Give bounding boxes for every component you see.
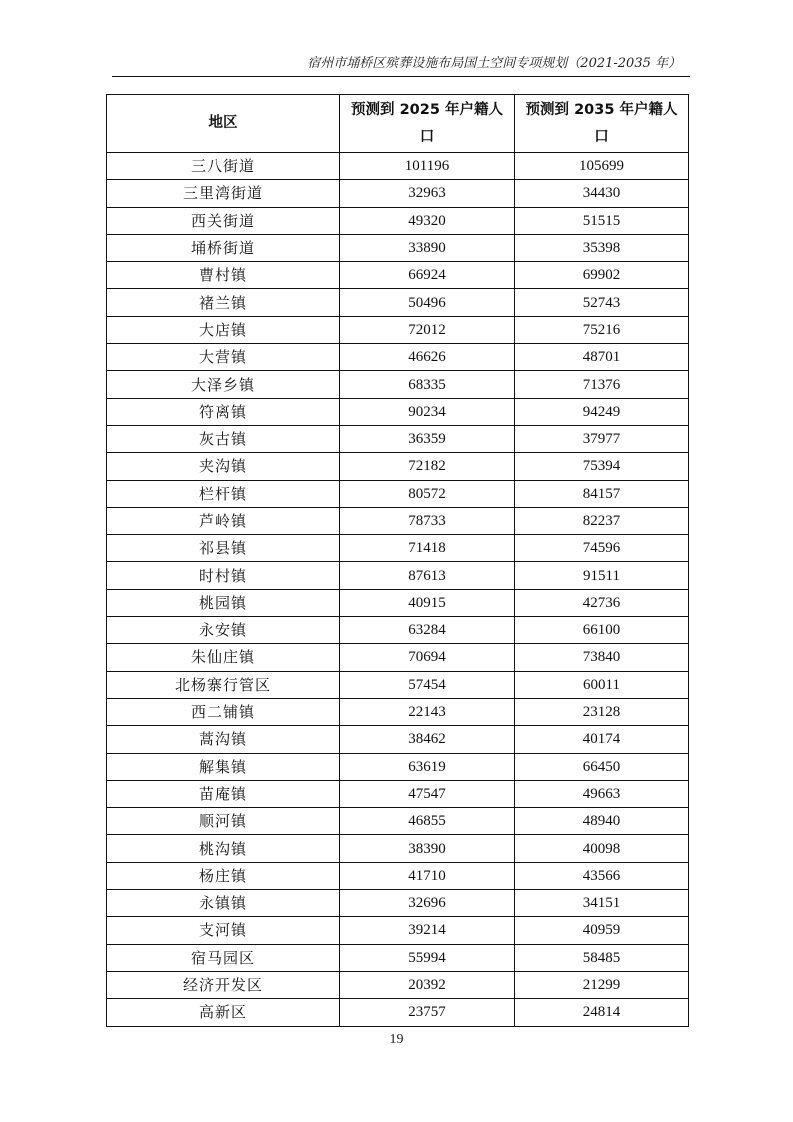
population-2035-cell: 35398 xyxy=(515,234,689,261)
table-row xyxy=(107,780,689,807)
region-cell: 大泽乡镇 xyxy=(107,371,340,398)
population-2035-cell: 69902 xyxy=(515,262,689,289)
population-2025-cell: 39214 xyxy=(340,917,515,944)
population-2025-cell: 78733 xyxy=(340,507,515,534)
population-2035-cell: 34430 xyxy=(515,180,689,207)
population-2035-cell: 52743 xyxy=(515,289,689,316)
population-2025-cell: 23757 xyxy=(340,999,515,1026)
table-row xyxy=(107,617,689,644)
page-number: 19 xyxy=(389,1032,404,1047)
header-rule xyxy=(112,76,690,77)
region-cell: 大营镇 xyxy=(107,344,340,371)
population-2025-cell: 49320 xyxy=(340,207,515,234)
population-2025-cell: 72182 xyxy=(340,453,515,480)
population-2035-cell: 73840 xyxy=(515,644,689,671)
population-2025-cell: 32963 xyxy=(340,180,515,207)
table-row xyxy=(107,316,689,343)
population-2025-cell: 66924 xyxy=(340,262,515,289)
population-2035-cell: 48701 xyxy=(515,344,689,371)
population-2025-cell: 80572 xyxy=(340,480,515,507)
population-table xyxy=(106,94,689,1027)
population-2025-cell: 63619 xyxy=(340,753,515,780)
population-2025-cell: 55994 xyxy=(340,944,515,971)
table-row xyxy=(107,535,689,562)
region-cell: 顺河镇 xyxy=(107,808,340,835)
table-row xyxy=(107,589,689,616)
header-region: 地区 xyxy=(107,95,340,153)
population-2025-cell: 46626 xyxy=(340,344,515,371)
table-header-row xyxy=(107,95,689,153)
population-2025-cell: 90234 xyxy=(340,398,515,425)
table-row xyxy=(107,344,689,371)
table-body xyxy=(107,153,689,1027)
population-2035-cell: 40959 xyxy=(515,917,689,944)
table-row xyxy=(107,425,689,452)
population-2025-cell: 87613 xyxy=(340,562,515,589)
table-row xyxy=(107,289,689,316)
population-2035-cell: 37977 xyxy=(515,425,689,452)
region-cell: 永安镇 xyxy=(107,617,340,644)
population-2035-cell: 40174 xyxy=(515,726,689,753)
population-2025-cell: 71418 xyxy=(340,535,515,562)
region-cell: 高新区 xyxy=(107,999,340,1026)
population-2035-cell: 51515 xyxy=(515,207,689,234)
region-cell: 宿马园区 xyxy=(107,944,340,971)
table-row xyxy=(107,207,689,234)
population-2025-cell: 57454 xyxy=(340,671,515,698)
region-cell: 永镇镇 xyxy=(107,890,340,917)
population-2035-cell: 74596 xyxy=(515,535,689,562)
table-row xyxy=(107,944,689,971)
population-2035-cell: 66450 xyxy=(515,753,689,780)
population-2025-cell: 20392 xyxy=(340,971,515,998)
region-cell: 朱仙庄镇 xyxy=(107,644,340,671)
population-2025-cell: 50496 xyxy=(340,289,515,316)
region-cell: 芦岭镇 xyxy=(107,507,340,534)
region-cell: 桃沟镇 xyxy=(107,835,340,862)
table-row xyxy=(107,371,689,398)
header-2035-population: 预测到 2035 年户籍人口 xyxy=(515,95,689,153)
population-2035-cell: 40098 xyxy=(515,835,689,862)
population-2035-cell: 24814 xyxy=(515,999,689,1026)
population-2025-cell: 63284 xyxy=(340,617,515,644)
region-cell: 杨庄镇 xyxy=(107,862,340,889)
table-row xyxy=(107,507,689,534)
region-cell: 曹村镇 xyxy=(107,262,340,289)
population-2025-cell: 22143 xyxy=(340,698,515,725)
table-row xyxy=(107,153,689,180)
population-2035-cell: 48940 xyxy=(515,808,689,835)
table-row xyxy=(107,917,689,944)
region-cell: 桃园镇 xyxy=(107,589,340,616)
table-row xyxy=(107,398,689,425)
table-row xyxy=(107,835,689,862)
population-2025-cell: 68335 xyxy=(340,371,515,398)
region-cell: 埇桥街道 xyxy=(107,234,340,261)
region-cell: 支河镇 xyxy=(107,917,340,944)
population-2025-cell: 38390 xyxy=(340,835,515,862)
region-cell: 北杨寨行管区 xyxy=(107,671,340,698)
population-2035-cell: 84157 xyxy=(515,480,689,507)
table-row xyxy=(107,726,689,753)
population-2035-cell: 34151 xyxy=(515,890,689,917)
population-2035-cell: 23128 xyxy=(515,698,689,725)
population-2035-cell: 105699 xyxy=(515,153,689,180)
population-2035-cell: 75394 xyxy=(515,453,689,480)
table-row xyxy=(107,234,689,261)
table-row xyxy=(107,671,689,698)
population-2035-cell: 94249 xyxy=(515,398,689,425)
region-cell: 苗庵镇 xyxy=(107,780,340,807)
table-row xyxy=(107,753,689,780)
table-row xyxy=(107,262,689,289)
running-header: 宿州市埇桥区殡葬设施布局国土空间专项规划（2021-2035 年） xyxy=(307,56,681,71)
table-row xyxy=(107,890,689,917)
region-cell: 经济开发区 xyxy=(107,971,340,998)
population-2025-cell: 41710 xyxy=(340,862,515,889)
table-row xyxy=(107,698,689,725)
population-2035-cell: 58485 xyxy=(515,944,689,971)
population-2035-cell: 21299 xyxy=(515,971,689,998)
region-cell: 褚兰镇 xyxy=(107,289,340,316)
population-2025-cell: 36359 xyxy=(340,425,515,452)
population-2035-cell: 49663 xyxy=(515,780,689,807)
region-cell: 西关街道 xyxy=(107,207,340,234)
region-cell: 三里湾街道 xyxy=(107,180,340,207)
population-2035-cell: 43566 xyxy=(515,862,689,889)
population-2035-cell: 42736 xyxy=(515,589,689,616)
region-cell: 西二铺镇 xyxy=(107,698,340,725)
region-cell: 时村镇 xyxy=(107,562,340,589)
region-cell: 符离镇 xyxy=(107,398,340,425)
region-cell: 解集镇 xyxy=(107,753,340,780)
table-row xyxy=(107,862,689,889)
table-row xyxy=(107,180,689,207)
population-2035-cell: 82237 xyxy=(515,507,689,534)
population-2025-cell: 72012 xyxy=(340,316,515,343)
population-2025-cell: 101196 xyxy=(340,153,515,180)
population-2035-cell: 75216 xyxy=(515,316,689,343)
table-row xyxy=(107,808,689,835)
region-cell: 三八街道 xyxy=(107,153,340,180)
header-2025-population: 预测到 2025 年户籍人口 xyxy=(340,95,515,153)
table-row xyxy=(107,971,689,998)
population-2025-cell: 47547 xyxy=(340,780,515,807)
population-2025-cell: 40915 xyxy=(340,589,515,616)
table-row xyxy=(107,644,689,671)
region-cell: 大店镇 xyxy=(107,316,340,343)
population-2035-cell: 91511 xyxy=(515,562,689,589)
region-cell: 蒿沟镇 xyxy=(107,726,340,753)
table-row xyxy=(107,480,689,507)
population-2025-cell: 70694 xyxy=(340,644,515,671)
region-cell: 灰古镇 xyxy=(107,425,340,452)
population-2025-cell: 33890 xyxy=(340,234,515,261)
population-2035-cell: 60011 xyxy=(515,671,689,698)
population-2025-cell: 32696 xyxy=(340,890,515,917)
region-cell: 祁县镇 xyxy=(107,535,340,562)
population-2035-cell: 66100 xyxy=(515,617,689,644)
region-cell: 夹沟镇 xyxy=(107,453,340,480)
table-row xyxy=(107,999,689,1026)
population-2025-cell: 38462 xyxy=(340,726,515,753)
table-row xyxy=(107,562,689,589)
table-row xyxy=(107,453,689,480)
region-cell: 栏杆镇 xyxy=(107,480,340,507)
population-2025-cell: 46855 xyxy=(340,808,515,835)
population-2035-cell: 71376 xyxy=(515,371,689,398)
